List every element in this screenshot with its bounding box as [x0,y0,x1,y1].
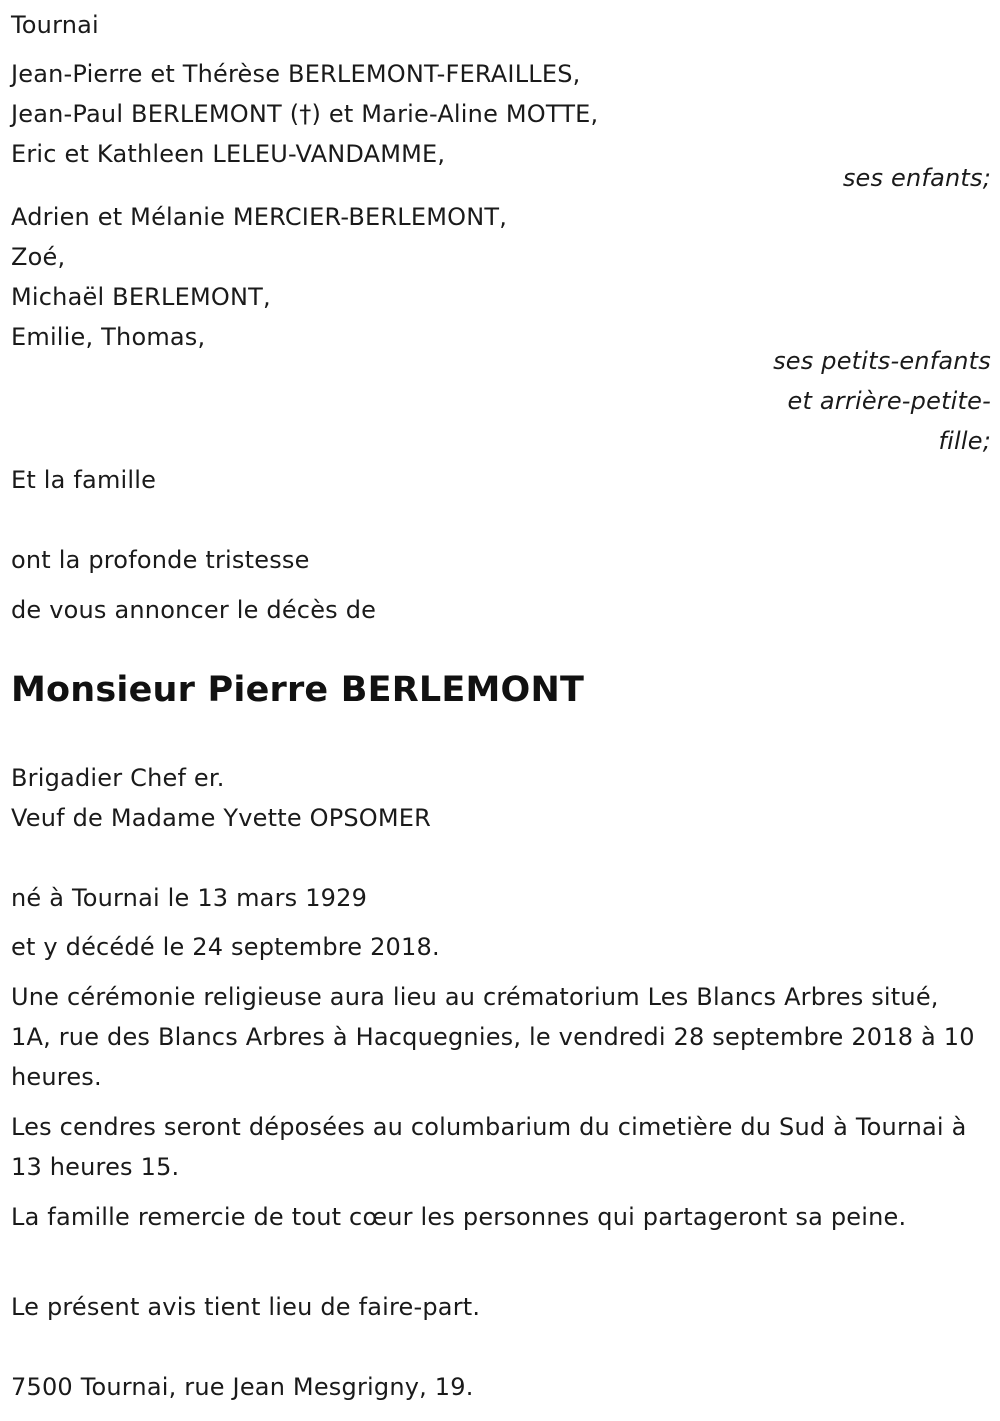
grandchild-line: Michaël BERLEMONT, [11,283,271,311]
ashes-paragraph: Les cendres seront déposées au columbarium du cimetière du Sud à Tournai à 13 heures 15. [11,1113,967,1181]
child-line: Jean-Paul BERLEMONT (†) et Marie-Aline MOTTE, [11,100,599,128]
birth-line: né à Tournai le 13 mars 1929 [11,884,368,912]
address-line: 7500 Tournai, rue Jean Mesgrigny, 19. [11,1373,474,1401]
child-line: Eric et Kathleen LELEU-VANDAMME, [11,140,446,168]
grandchild-line: Emilie, Thomas, [11,323,206,351]
grandchildren-role-line: fille; [938,427,991,455]
grandchild-line: Adrien et Mélanie MERCIER-BERLEMONT, [11,203,508,231]
grandchild-line: Zoé, [11,243,66,271]
children-role: ses enfants; [842,164,991,192]
thanks-paragraph: La famille remercie de tout cœur les personnes qui partageront sa peine. [11,1203,907,1231]
child-line: Jean-Pierre et Thérèse BERLEMONT-FERAILLES, [11,60,581,88]
family-line: Et la famille [11,466,157,494]
notice-line: Le présent avis tient lieu de faire-part. [11,1293,481,1321]
deceased-name: Monsieur Pierre BERLEMONT [11,670,585,710]
announce-line: de vous annoncer le décès de [11,596,377,624]
grandchildren-role-line: ses petits-enfants [773,347,991,375]
title-line: Brigadier Chef er. [11,764,225,792]
ceremony-paragraph: Une cérémonie religieuse aura lieu au crématorium Les Blancs Arbres situé, 1A, rue des Blancs Arbres à Hacquegnies, le vendredi 28 septembre 2018 à 10 heures. [11,983,975,1091]
place-heading: Tournai [11,11,99,39]
title-line: Veuf de Madame Yvette OPSOMER [11,804,432,832]
announce-line: ont la profonde tristesse [11,546,310,574]
death-line: et y décédé le 24 septembre 2018. [11,933,440,961]
grandchildren-role-line: et arrière-petite- [787,387,991,415]
